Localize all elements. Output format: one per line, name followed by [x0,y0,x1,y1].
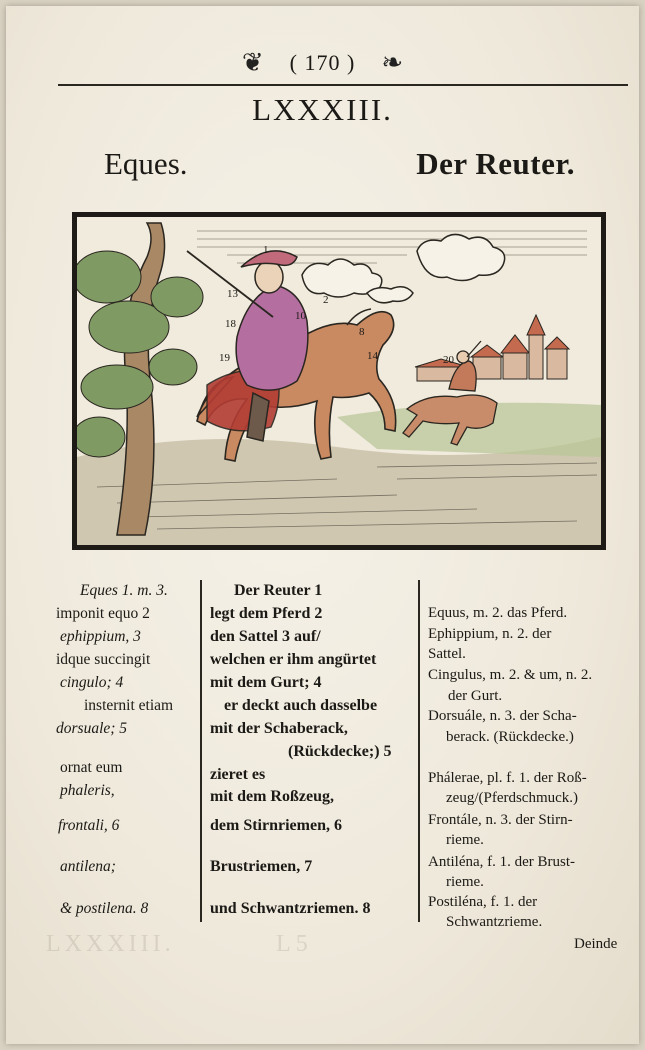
german-line-11: dem Stirnriemen, 6 [210,817,342,834]
latin-line-1: Eques 1. m. 3. [80,582,168,599]
latin-line-8: ornat eum [60,759,123,776]
grammar-line-14: Postiléna, f. 1. der [428,894,538,910]
grammar-line-11: rieme. [446,832,484,848]
page-number: ( 170 ) [289,50,356,75]
german-line-4: welchen er ihm angürtet [210,651,377,668]
grammar-line-8: Phálerae, pl. f. 1. der Roß- [428,770,587,786]
german-line-3: den Sattel 3 auf/ [210,628,321,645]
fig-label-13: 13 [227,288,238,300]
fig-label-8: 8 [359,326,365,338]
fig-label-14: 14 [367,350,378,362]
latin-line-4: idque succingit [56,651,151,668]
german-line-7: mit der Schaberack, [210,720,348,737]
grammar-line-12: Antiléna, f. 1. der Brust- [428,854,576,870]
latin-line-12: & postilena. 8 [60,900,149,917]
book-page [6,6,639,1044]
page-header [6,46,639,80]
latin-line-6: insternit etiam [84,697,174,714]
bleed-through-signature-mark: L 5 [276,931,308,957]
fig-label-10: 10 [295,310,306,322]
column-rule-right [418,580,420,922]
fig-label-18: 18 [225,318,236,330]
fig-label-20: 20 [443,354,454,366]
grammar-line-5: der Gurt. [448,688,503,704]
latin-line-11: antilena; [60,858,116,875]
grammar-line-4: Cingulus, m. 2. & um, n. 2. [428,667,593,683]
grammar-line-7: berack. (Rückdecke.) [446,729,574,745]
title-german: Der Reuter. [416,146,575,181]
grammar-line-1: Equus, m. 2. das Pferd. [428,605,568,621]
latin-line-5: cingulo; 4 [60,674,124,691]
german-line-6: er deckt auch dasselbe [224,697,378,714]
fig-label-19: 19 [219,352,230,364]
german-line-9: zieret es [210,766,266,783]
latin-line-10: frontali, 6 [58,817,120,834]
latin-line-3: ephippium, 3 [60,628,141,645]
fig-label-1: 1 [263,244,269,256]
grammar-line-13: rieme. [446,874,484,890]
fleuron-right-icon: ❧ [381,48,404,77]
latin-line-9: phaleris, [60,782,115,799]
german-line-1: Der Reuter 1 [234,582,323,599]
german-line-8: (Rückdecke;) 5 [288,743,392,760]
column-rule-left [200,580,202,922]
grammar-line-2: Ephippium, n. 2. der [428,626,552,642]
grammar-line-9: zeug/(Pferdschmuck.) [446,790,579,806]
grammar-line-10: Frontále, n. 3. der Stirn- [428,812,573,828]
german-line-5: mit dem Gurt; 4 [210,674,322,691]
grammar-line-15: Schwantzrieme. [446,914,543,930]
german-line-10: mit dem Roßzeug, [210,788,334,805]
latin-line-7: dorsuale; 5 [56,720,128,737]
latin-line-2: imponit equo 2 [56,605,150,622]
chapter-number: LXXXIII. [252,92,393,127]
german-line-12: Brustriemen, 7 [210,858,313,875]
german-line-2: legt dem Pferd 2 [210,605,323,622]
woodcut-illustration [72,212,606,550]
grammar-line-3: Sattel. [428,646,466,662]
bleed-through-signature: LXXXIII. [46,931,175,957]
fleuron-left-icon: ❦ [241,48,264,77]
catchword: Deinde [574,936,618,952]
grammar-line-6: Dorsuále, n. 3. der Scha- [428,708,577,724]
title-latin: Eques. [104,146,188,181]
fig-label-2: 2 [323,294,329,306]
german-line-13: und Schwantzriemen. 8 [210,900,371,917]
horseman-woodcut [77,217,601,545]
header-rule [58,84,628,86]
